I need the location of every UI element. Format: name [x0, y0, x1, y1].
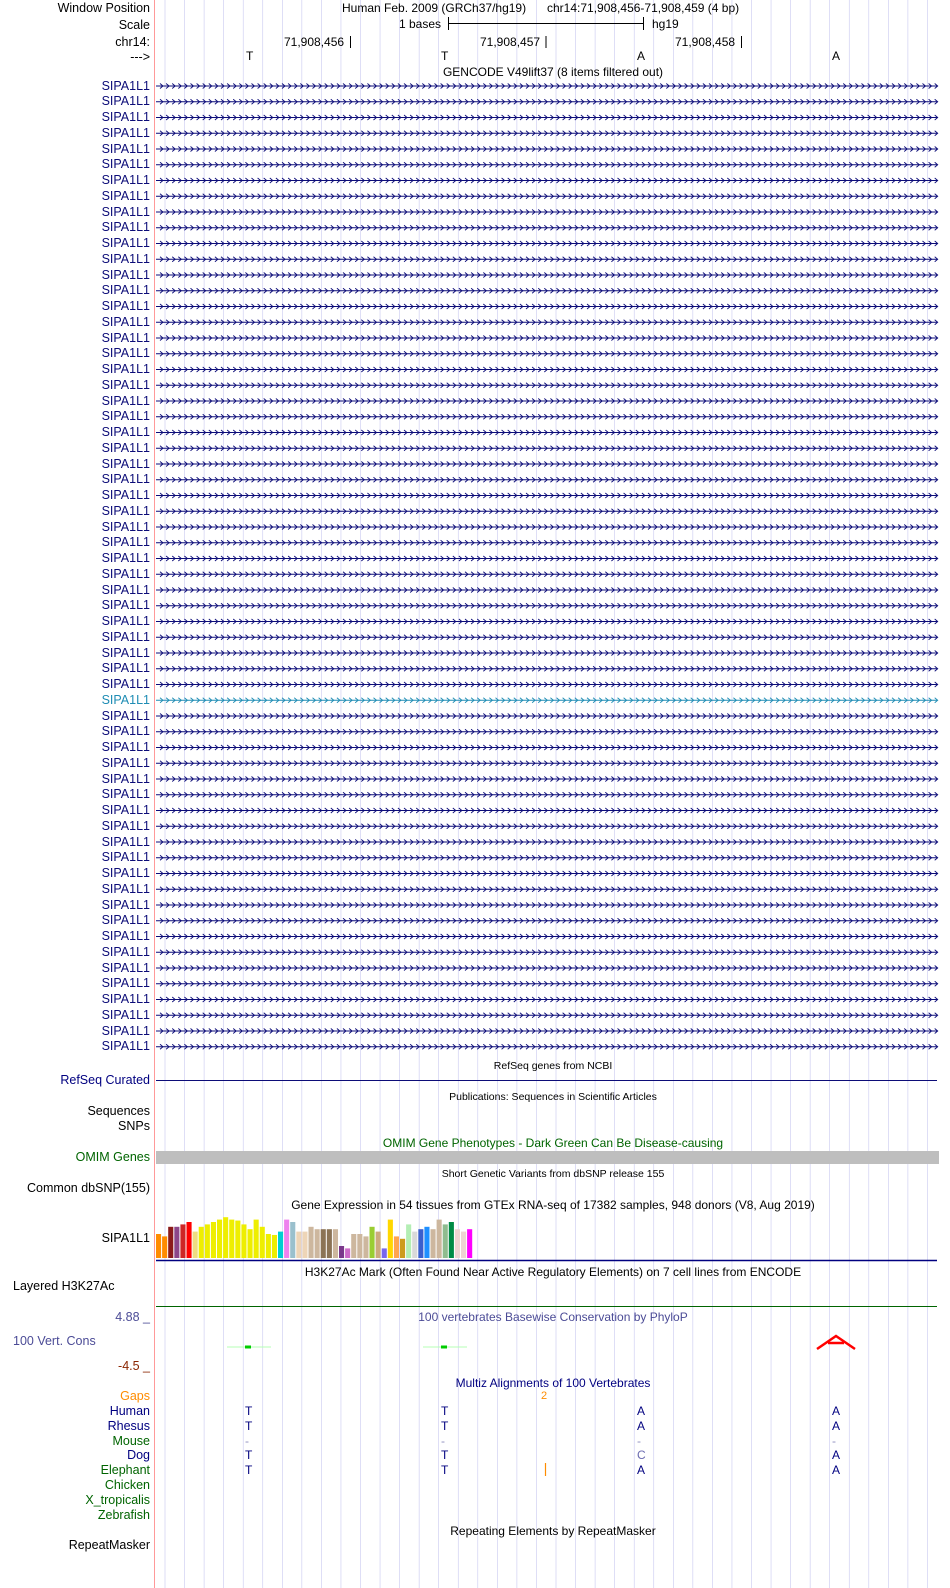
multiz-base: -: [637, 1433, 641, 1448]
gencode-transcript-label[interactable]: SIPA1L1: [101, 519, 150, 534]
refseq-title[interactable]: RefSeq genes from NCBI: [493, 1060, 613, 1072]
scale-db: hg19: [652, 17, 679, 31]
gtex-bar: [357, 1234, 362, 1258]
gtex-bar: [260, 1227, 265, 1258]
coordinate-3: 71,908,458: [675, 35, 736, 49]
gtex-bar: [296, 1232, 301, 1258]
gencode-transcript-label[interactable]: SIPA1L1: [101, 834, 150, 849]
gencode-transcript-label[interactable]: SIPA1L1: [101, 173, 150, 187]
multiz-species-label[interactable]: Zebrafish: [97, 1507, 150, 1522]
gtex-title[interactable]: Gene Expression in 54 tissues from GTEx RNA-seq of 17382 samples, 948 donors (V8, Aug 2019): [291, 1198, 815, 1212]
gtex-bar: [223, 1217, 228, 1258]
phylop-value-bar: [245, 1346, 251, 1349]
gencode-transcript-label[interactable]: SIPA1L1: [101, 251, 150, 266]
phylop-label[interactable]: 100 Vert. Cons: [13, 1334, 96, 1348]
gencode-transcript-label[interactable]: SIPA1L1: [101, 535, 150, 550]
gencode-transcript-label[interactable]: SIPA1L1: [101, 913, 150, 928]
gencode-transcript-label[interactable]: SIPA1L1: [101, 1039, 150, 1054]
gtex-bar: [174, 1227, 179, 1258]
multiz-title[interactable]: Multiz Alignments of 100 Vertebrates: [455, 1376, 651, 1390]
gtex-bar: [400, 1239, 405, 1258]
multiz-species-label[interactable]: Dog: [127, 1448, 150, 1463]
coordinate-2: 71,908,457: [480, 35, 541, 49]
coordinate-1: 71,908,456: [284, 35, 345, 49]
phylop-max-label: 4.88 _: [115, 1310, 150, 1324]
gencode-transcript-label[interactable]: SIPA1L1: [101, 330, 150, 345]
repeatmasker-title[interactable]: Repeating Elements by RepeatMasker: [450, 1524, 656, 1538]
gencode-transcript-label[interactable]: SIPA1L1: [101, 157, 150, 172]
gtex-bar: [205, 1224, 210, 1258]
gencode-transcript-label[interactable]: SIPA1L1: [101, 377, 150, 392]
gencode-transcript-label[interactable]: SIPA1L1: [101, 629, 150, 644]
phylop-min-label: -4.5 _: [118, 1359, 150, 1373]
base-1[interactable]: T: [246, 49, 254, 63]
gencode-transcript-label[interactable]: SIPA1L1: [101, 960, 150, 975]
refseq-label[interactable]: RefSeq Curated: [60, 1073, 150, 1087]
gencode-transcript-label[interactable]: SIPA1L1: [101, 409, 150, 424]
h3k27ac-title[interactable]: H3K27Ac Mark (Often Found Near Active Regulatory Elements) on 7 cell lines from ENCODE: [304, 1265, 802, 1279]
gtex-bar: [412, 1232, 417, 1258]
gtex-bar: [461, 1232, 466, 1258]
gtex-bar: [376, 1232, 381, 1258]
gtex-bar: [431, 1229, 436, 1258]
gencode-transcript-label[interactable]: SIPA1L1: [101, 299, 150, 313]
gtex-bar: [199, 1227, 204, 1258]
multiz-base: T: [441, 1418, 449, 1433]
gtex-bar: [363, 1236, 368, 1258]
gencode-transcript-label[interactable]: SIPA1L1: [101, 1007, 150, 1022]
gencode-transcript-label[interactable]: SIPA1L1: [101, 188, 150, 203]
gencode-transcript-label[interactable]: SIPA1L1: [101, 614, 150, 628]
scale-label: Scale: [118, 18, 150, 32]
gencode-transcript-label[interactable]: SIPA1L1: [101, 425, 150, 439]
gencode-transcript-label[interactable]: SIPA1L1: [101, 677, 150, 691]
multiz-base: T: [245, 1418, 253, 1433]
gtex-bar: [156, 1234, 161, 1258]
gtex-bar: [437, 1220, 442, 1258]
gencode-transcript-label[interactable]: SIPA1L1: [101, 866, 150, 880]
gtex-bar: [162, 1236, 167, 1258]
gtex-bar: [180, 1224, 185, 1258]
gtex-bar: [333, 1229, 338, 1258]
multiz-species-label[interactable]: X_tropicalis: [85, 1492, 150, 1507]
gencode-transcript-label[interactable]: SIPA1L1: [101, 141, 150, 156]
gtex-bar: [241, 1224, 246, 1258]
multiz-species-label[interactable]: Mouse: [112, 1433, 150, 1448]
multiz-species-label[interactable]: Chicken: [104, 1478, 150, 1492]
multiz-base: T: [245, 1404, 253, 1418]
gtex-bar: [345, 1248, 350, 1258]
gencode-transcript-label[interactable]: SIPA1L1: [101, 850, 150, 865]
multiz-base: A: [637, 1404, 646, 1418]
multiz-base: A: [832, 1418, 841, 1433]
gencode-title[interactable]: GENCODE V49lift37 (8 items filtered out): [442, 65, 664, 79]
gtex-bars: [156, 1217, 937, 1260]
gtex-bar: [370, 1227, 375, 1258]
gtex-bar: [266, 1234, 271, 1258]
gtex-bar: [168, 1227, 173, 1258]
gencode-transcript-label[interactable]: SIPA1L1: [101, 267, 150, 282]
h3k27ac-label[interactable]: Layered H3K27Ac: [13, 1279, 115, 1293]
phylop-value-bar: [441, 1346, 447, 1349]
omim-label[interactable]: OMIM Genes: [75, 1150, 150, 1164]
gtex-bar: [388, 1220, 393, 1258]
multiz-base: T: [441, 1463, 449, 1478]
gtex-bar: [339, 1246, 344, 1258]
gencode-transcript-label[interactable]: SIPA1L1: [101, 992, 150, 1006]
gtex-bar: [382, 1248, 387, 1258]
gtex-bar: [327, 1229, 332, 1258]
gencode-transcript-label[interactable]: SIPA1L1: [101, 236, 150, 250]
gtex-bar: [272, 1235, 277, 1258]
gtex-bar: [229, 1220, 234, 1258]
gtex-bar: [254, 1220, 259, 1258]
gencode-transcript-label[interactable]: SIPA1L1: [101, 488, 150, 502]
gtex-bar: [351, 1234, 356, 1258]
base-2[interactable]: T: [441, 49, 449, 63]
gtex-bar: [449, 1222, 454, 1258]
gencode-transcript-label[interactable]: SIPA1L1: [101, 771, 150, 786]
chrom-label: chr14:: [115, 35, 150, 49]
multiz-base: A: [832, 1448, 841, 1463]
multiz-species-label[interactable]: Human: [109, 1404, 150, 1418]
gencode-transcript-label[interactable]: SIPA1L1: [101, 283, 150, 298]
multiz-species-label[interactable]: Rhesus: [107, 1418, 150, 1433]
multiz-base: T: [441, 1448, 449, 1463]
gtex-bar: [278, 1232, 283, 1258]
gencode-transcript-label[interactable]: SIPA1L1: [101, 755, 150, 770]
gtex-bar: [235, 1221, 240, 1258]
gencode-transcript-label[interactable]: SIPA1L1: [101, 78, 150, 93]
gencode-transcript-label[interactable]: SIPA1L1: [101, 598, 150, 613]
multiz-base: C: [637, 1448, 646, 1463]
gencode-transcript-label[interactable]: SIPA1L1: [101, 440, 150, 455]
repeatmasker-label[interactable]: RepeatMasker: [68, 1538, 150, 1552]
window-position: chr14:71,908,456-71,908,459 (4 bp): [547, 1, 740, 15]
gtex-bar: [455, 1229, 460, 1258]
multiz-base: T: [441, 1404, 449, 1418]
gencode-transcript-label[interactable]: SIPA1L1: [101, 787, 150, 802]
publications-label-sequences[interactable]: Sequences: [87, 1104, 150, 1118]
gencode-transcript-label[interactable]: SIPA1L1: [101, 803, 150, 817]
phylop-title[interactable]: 100 vertebrates Basewise Conservation by PhyloP: [418, 1310, 688, 1324]
gtex-bar: [321, 1229, 326, 1258]
gtex-label[interactable]: SIPA1L1: [101, 1231, 150, 1245]
gencode-transcript-label[interactable]: SIPA1L1: [101, 661, 150, 676]
window-position-label: Window Position: [57, 1, 150, 15]
gtex-bar: [424, 1227, 429, 1258]
gencode-transcript-label[interactable]: SIPA1L1: [101, 976, 150, 991]
multiz-base: A: [637, 1418, 646, 1433]
multiz-base: -: [832, 1433, 836, 1448]
gtex-bar: [315, 1229, 320, 1258]
gtex-bar: [309, 1227, 314, 1258]
multiz-base: T: [245, 1463, 253, 1478]
scale-text: 1 bases: [399, 17, 442, 31]
gencode-transcript-label[interactable]: SIPA1L1: [101, 740, 150, 754]
multiz-base: A: [637, 1463, 646, 1478]
publications-label-snps[interactable]: SNPs: [118, 1119, 150, 1133]
gtex-bar: [248, 1229, 253, 1258]
gencode-transcript-label[interactable]: SIPA1L1: [101, 456, 150, 471]
multiz-base: T: [245, 1448, 253, 1463]
gencode-transcript-label[interactable]: SIPA1L1: [101, 692, 150, 707]
gencode-transcript-label[interactable]: SIPA1L1: [101, 551, 150, 565]
gencode-transcript-label[interactable]: SIPA1L1: [101, 110, 150, 124]
dbsnp-label[interactable]: Common dbSNP(155): [27, 1181, 150, 1195]
gencode-transcript-label[interactable]: SIPA1L1: [101, 94, 150, 109]
gtex-bar: [302, 1232, 307, 1258]
gtex-bar: [193, 1232, 198, 1258]
multiz-base: -: [441, 1433, 445, 1448]
omim-track: [156, 1151, 939, 1164]
omim-title[interactable]: OMIM Gene Phenotypes - Dark Green Can Be Disease-causing: [382, 1136, 724, 1150]
publications-title[interactable]: Publications: Sequences in Scientific Articles: [449, 1091, 657, 1103]
gencode-transcript-label[interactable]: SIPA1L1: [101, 897, 150, 912]
gtex-bar: [418, 1229, 423, 1258]
omim-bar: [156, 1151, 939, 1164]
multiz-base: -: [245, 1433, 249, 1448]
base-3[interactable]: A: [637, 49, 646, 63]
gencode-transcript-label[interactable]: SIPA1L1: [101, 362, 150, 376]
multiz-gap-count: 2: [541, 1390, 548, 1402]
gencode-transcript-label[interactable]: SIPA1L1: [101, 503, 150, 518]
gencode-transcript-label[interactable]: SIPA1L1: [101, 204, 150, 219]
multiz-base: A: [832, 1463, 841, 1478]
multiz-base: A: [832, 1404, 841, 1418]
gtex-bar: [284, 1220, 289, 1258]
gtex-bar: [187, 1222, 192, 1258]
gtex-bar: [406, 1224, 411, 1258]
dbsnp-title[interactable]: Short Genetic Variants from dbSNP release 155: [441, 1168, 665, 1180]
gencode-transcript-label[interactable]: SIPA1L1: [101, 125, 150, 140]
gtex-bar: [443, 1224, 448, 1258]
gencode-transcript-label[interactable]: SIPA1L1: [101, 818, 150, 833]
gtex-bar: [211, 1222, 216, 1258]
multiz-gaps-label[interactable]: Gaps: [120, 1389, 150, 1403]
base-4[interactable]: A: [832, 49, 841, 63]
gencode-transcript-label[interactable]: SIPA1L1: [101, 472, 150, 487]
gtex-bar: [217, 1220, 222, 1258]
gencode-transcript-label[interactable]: SIPA1L1: [101, 393, 150, 408]
gencode-transcript-label[interactable]: SIPA1L1: [101, 220, 150, 235]
gencode-transcript-label[interactable]: SIPA1L1: [101, 346, 150, 361]
gencode-transcript-label[interactable]: SIPA1L1: [101, 929, 150, 943]
gencode-transcript-label[interactable]: SIPA1L1: [101, 944, 150, 959]
assembly-name: Human Feb. 2009 (GRCh37/hg19): [342, 1, 527, 15]
gencode-transcript-label[interactable]: SIPA1L1: [101, 314, 150, 329]
gencode-transcript-label[interactable]: SIPA1L1: [101, 708, 150, 723]
multiz-species-label[interactable]: Elephant: [100, 1463, 150, 1478]
gencode-transcript-label[interactable]: SIPA1L1: [101, 645, 150, 660]
gencode-transcript-label[interactable]: SIPA1L1: [101, 724, 150, 739]
gtex-bar: [394, 1236, 399, 1258]
gtex-bar: [290, 1222, 295, 1258]
gencode-transcript-label[interactable]: SIPA1L1: [101, 881, 150, 896]
gencode-transcript-label[interactable]: SIPA1L1: [101, 582, 150, 597]
gencode-gene-lines: [156, 84, 938, 1050]
strand-label: --->: [130, 50, 150, 64]
gtex-bar: [467, 1229, 472, 1258]
gencode-transcript-label[interactable]: SIPA1L1: [101, 566, 150, 581]
gencode-transcript-label[interactable]: SIPA1L1: [101, 1023, 150, 1038]
